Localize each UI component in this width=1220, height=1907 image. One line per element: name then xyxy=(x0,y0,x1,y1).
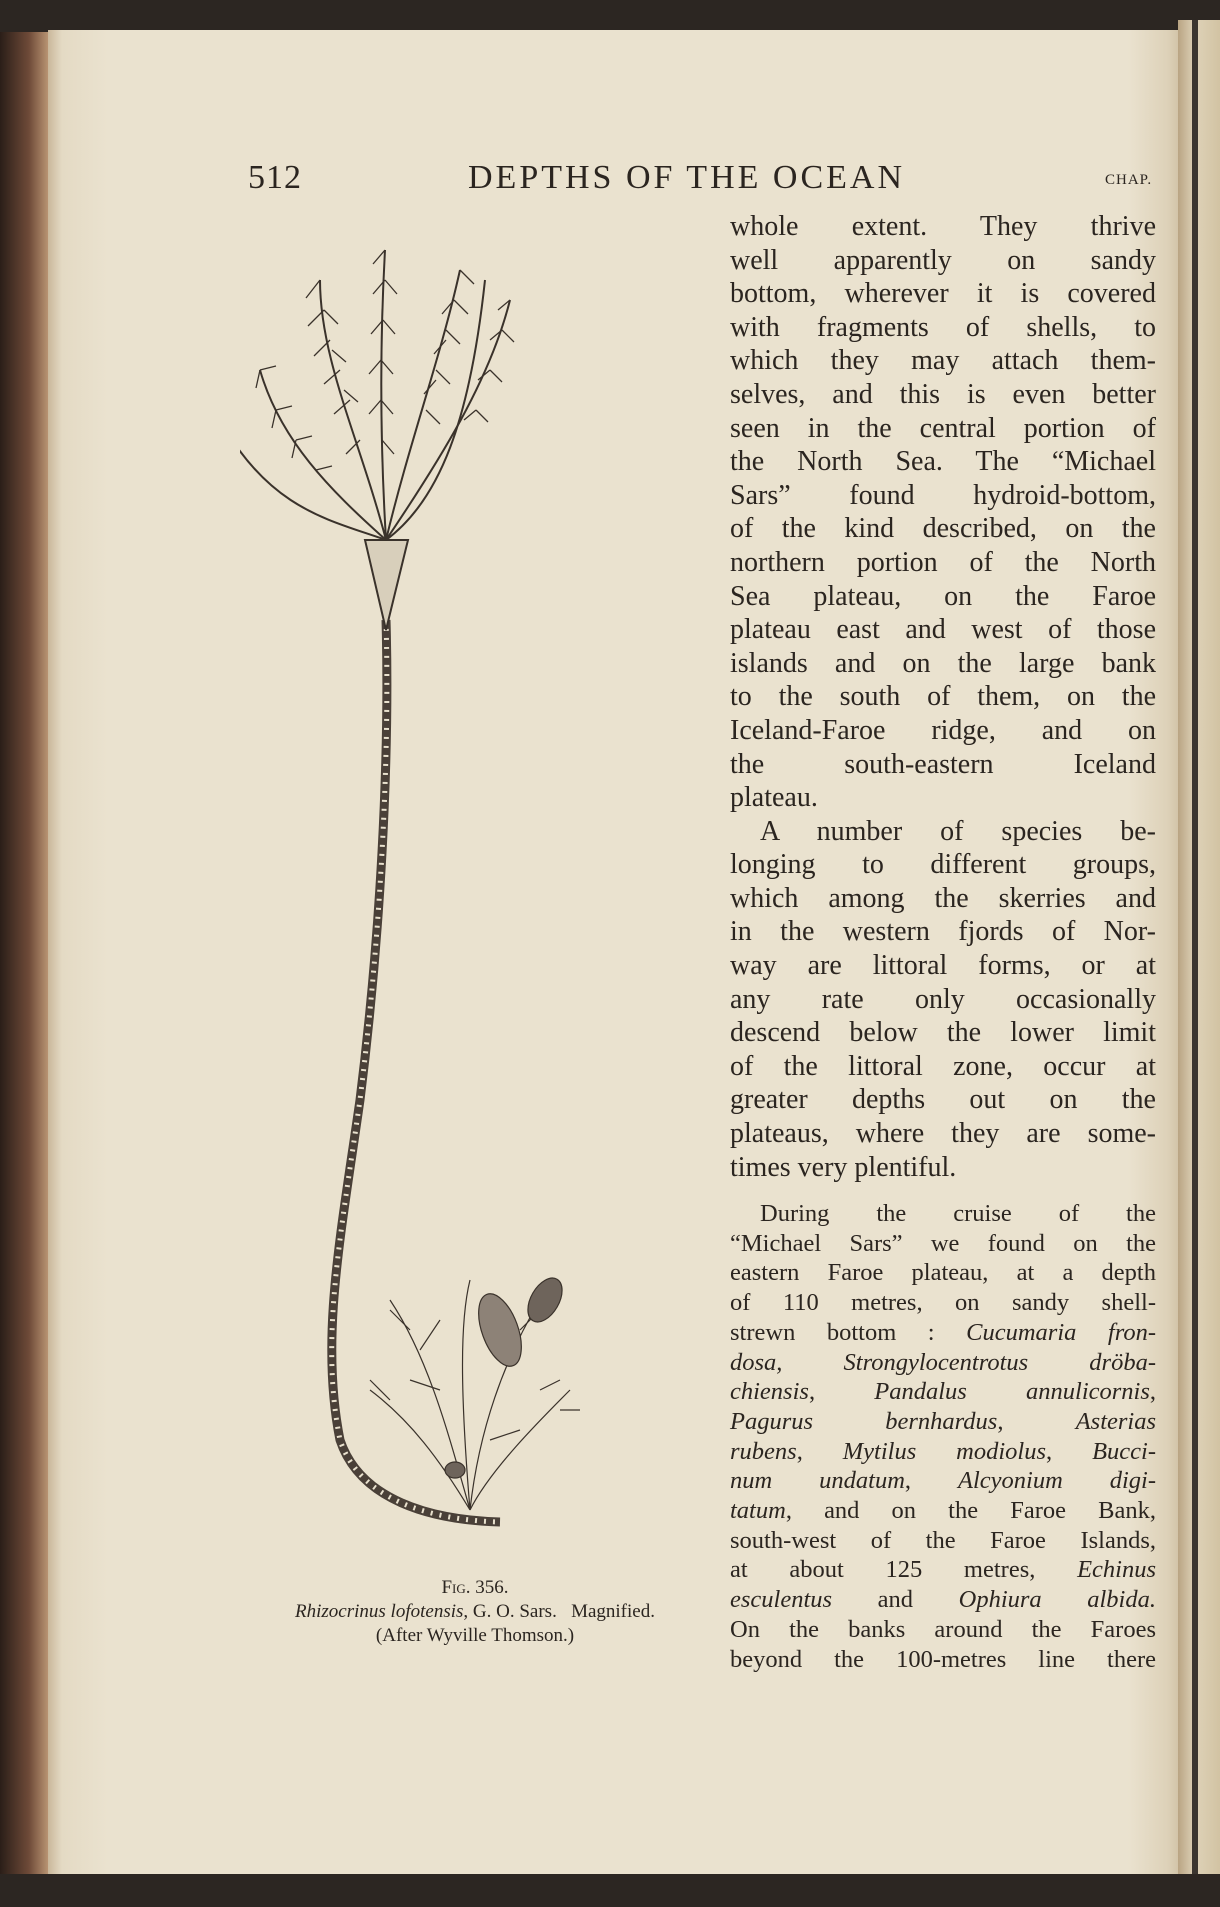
text-segment: south-west of the Faroe Islands, xyxy=(730,1526,1156,1554)
text-line xyxy=(730,1348,1156,1378)
text-line xyxy=(730,781,1156,815)
chapter-label: CHAP. xyxy=(1105,172,1153,188)
text-segment: “Michael Sars” we found on the xyxy=(730,1229,1156,1257)
text-line xyxy=(730,748,1156,782)
figure-label xyxy=(240,1576,710,1600)
text-line xyxy=(730,815,1156,849)
text-segment: A number of species be- xyxy=(760,815,1156,847)
text-segment: the North Sea. The “Michael xyxy=(730,446,1156,478)
book-binding-edge xyxy=(0,0,48,1907)
text-segment: with fragments of shells, to xyxy=(730,311,1156,343)
text-line xyxy=(730,1496,1156,1526)
text-line xyxy=(730,714,1156,748)
page-number: 512 xyxy=(248,159,302,196)
italic-text: Cucumaria fron- xyxy=(966,1318,1157,1346)
italic-text: rubens xyxy=(730,1437,797,1465)
text-line xyxy=(730,311,1156,345)
text-segment: plateau. xyxy=(730,782,818,814)
text-segment: of the kind described, on the xyxy=(730,513,1156,545)
text-segment: to the south of them, on the xyxy=(730,681,1156,713)
running-title: DEPTHS OF THE OCEAN xyxy=(468,159,906,196)
text-line xyxy=(730,277,1156,311)
text-segment: , xyxy=(796,1437,843,1465)
text-line xyxy=(730,1288,1156,1318)
caption-text: , G. O. Sars. Magnified. xyxy=(463,1601,655,1622)
text-line xyxy=(730,244,1156,278)
text-line xyxy=(730,1437,1156,1467)
text-segment: eastern Faroe plateau, at a depth xyxy=(730,1259,1156,1287)
text-segment: strewn bottom : xyxy=(730,1318,967,1346)
text-segment: way are littoral forms, or at xyxy=(730,950,1156,982)
text-segment: descend below the lower limit xyxy=(730,1017,1156,1049)
text-segment: , xyxy=(1046,1437,1093,1465)
text-segment: , and on the Faroe Bank, xyxy=(785,1497,1156,1525)
body-text-main xyxy=(730,210,1156,1184)
text-segment: seen in the central portion of xyxy=(730,412,1156,444)
text-line xyxy=(730,1407,1156,1437)
italic-text: Mytilus modiolus xyxy=(842,1437,1047,1465)
italic-text: chiensis xyxy=(730,1378,809,1406)
text-segment: Sars” found hydroid-bottom, xyxy=(730,479,1156,511)
text-line xyxy=(730,1258,1156,1288)
text-line xyxy=(730,1199,1156,1229)
text-segment: in the western fjords of Nor- xyxy=(730,916,1156,948)
text-line xyxy=(730,1229,1156,1259)
text-segment: longing to different groups, xyxy=(730,849,1156,881)
text-line xyxy=(730,512,1156,546)
italic-text: Bucci- xyxy=(1092,1437,1156,1465)
text-segment: and xyxy=(832,1586,959,1614)
scan-bottom-border xyxy=(0,1874,1220,1907)
text-segment: , xyxy=(808,1378,875,1406)
figure-credit: (After Wyville Thomson.) xyxy=(375,1625,575,1646)
text-line xyxy=(730,1117,1156,1151)
text-line xyxy=(730,882,1156,916)
text-line xyxy=(730,1083,1156,1117)
italic-text: Alcyonium digi- xyxy=(958,1467,1157,1495)
text-line xyxy=(730,1151,1156,1185)
text-line xyxy=(730,412,1156,446)
text-segment: Iceland-Faroe ridge, and on xyxy=(730,714,1156,746)
text-line xyxy=(730,1050,1156,1084)
text-line xyxy=(730,1585,1156,1615)
text-segment: northern portion of the North xyxy=(730,546,1156,578)
text-line xyxy=(730,479,1156,513)
text-line xyxy=(730,848,1156,882)
text-segment: whole extent. They thrive xyxy=(730,211,1156,242)
text-segment: , xyxy=(904,1467,958,1495)
figure-number: Fig. 356. xyxy=(441,1577,509,1598)
hydroid-colony xyxy=(370,1272,580,1510)
text-line xyxy=(730,613,1156,647)
text-segment: Sea plateau, on the Faroe xyxy=(730,580,1156,612)
text-segment: During the cruise of the xyxy=(760,1200,1156,1227)
text-line xyxy=(730,1526,1156,1556)
body-text-small xyxy=(730,1199,1156,1674)
figure-caption xyxy=(240,1600,710,1624)
text-segment: of 110 metres, on sandy shell- xyxy=(730,1289,1156,1317)
text-segment: plateaus, where they are some- xyxy=(730,1118,1156,1150)
text-segment: plateau east and west of those xyxy=(730,614,1156,646)
text-line xyxy=(730,949,1156,983)
text-segment: selves, and this is even better xyxy=(730,378,1156,410)
text-line xyxy=(730,915,1156,949)
text-segment: which among the skerries and xyxy=(730,882,1156,914)
crinoid-illustration xyxy=(240,240,710,1570)
text-line xyxy=(730,1377,1156,1407)
text-line xyxy=(730,546,1156,580)
text-line xyxy=(730,210,1156,244)
italic-text: num undatum xyxy=(730,1467,905,1495)
text-segment: beyond the 100-metres line there xyxy=(730,1645,1156,1673)
text-line xyxy=(730,1016,1156,1050)
text-segment: the south-eastern Iceland xyxy=(730,748,1156,780)
text-line xyxy=(730,378,1156,412)
text-segment: of the littoral zone, occur at xyxy=(730,1050,1156,1082)
text-line xyxy=(730,1318,1156,1348)
italic-text: Pandalus annulicornis xyxy=(874,1378,1150,1406)
text-segment: , xyxy=(1149,1378,1157,1406)
text-segment: islands and on the large bank xyxy=(730,647,1156,679)
text-line xyxy=(730,647,1156,681)
text-line xyxy=(730,1466,1156,1496)
pinnules xyxy=(256,250,514,470)
italic-text: dosa, Strongylocentrotus dröba- xyxy=(730,1348,1156,1376)
text-segment: greater depths out on the xyxy=(730,1084,1156,1116)
text-segment: On the banks around the Faroes xyxy=(730,1615,1156,1643)
text-line xyxy=(730,344,1156,378)
text-line xyxy=(730,445,1156,479)
text-line xyxy=(730,1555,1156,1585)
italic-text: Echinus xyxy=(1077,1556,1156,1584)
text-line xyxy=(730,1615,1156,1645)
text-segment: any rate only occasionally xyxy=(730,983,1156,1015)
italic-text: Asterias xyxy=(1075,1407,1157,1435)
next-page-edge xyxy=(1178,20,1220,1890)
italic-text: Ophiura albida. xyxy=(958,1586,1156,1614)
italic-text: esculentus xyxy=(730,1586,833,1614)
text-line xyxy=(730,580,1156,614)
text-segment: well apparently on sandy xyxy=(730,244,1156,276)
text-line xyxy=(730,983,1156,1017)
text-segment: at about 125 metres, xyxy=(730,1556,1078,1584)
text-segment: bottom, wherever it is covered xyxy=(730,278,1156,310)
italic-text: tatum xyxy=(730,1497,786,1525)
text-segment: , xyxy=(997,1407,1076,1435)
crown-arms xyxy=(240,250,510,540)
text-line xyxy=(730,680,1156,714)
text-line xyxy=(730,1645,1156,1675)
italic-text: Pagurus bernhardus xyxy=(730,1407,998,1435)
species-name: Rhizocrinus lofotensis xyxy=(295,1601,464,1622)
text-segment: times very plentiful. xyxy=(730,1151,957,1183)
scan-top-border xyxy=(0,0,1220,32)
text-segment: which they may attach them- xyxy=(730,345,1156,377)
